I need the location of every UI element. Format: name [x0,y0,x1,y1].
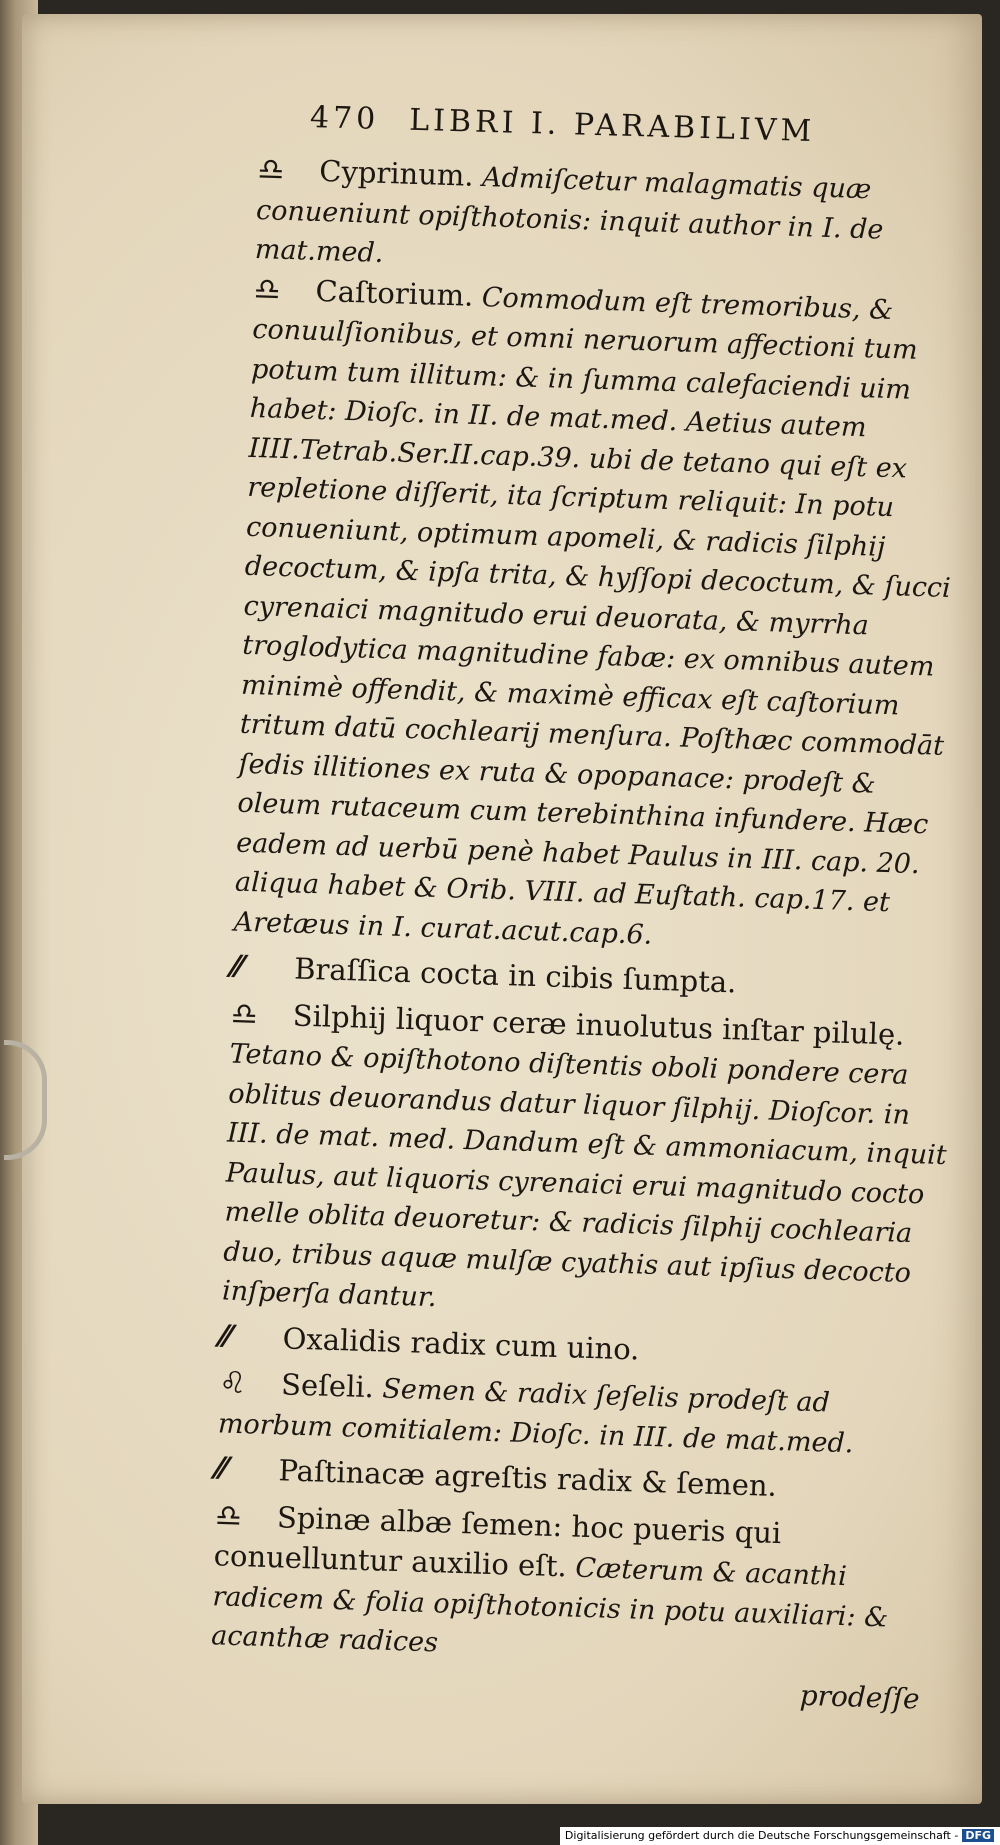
entry-cyprinum [254,150,977,292]
double-slash-symbol-icon: ⁄⁄ [231,949,243,985]
entry-text: Admiſcetur malagmatis quæ conueniunt opiſthotonis: inquit author in I. de mat.med. [254,162,884,269]
libra-symbol-icon: ♎ [214,1497,243,1534]
catchword: prodeſſe [799,1678,921,1716]
entry-text: Tetano & opiſthotono diſtentis oboli pondere cera oblitus deuorandus datur liquor ſilphij. Dioſcor. in III. de mat. med. Dandum eſt & ammoniacum, inquit Paulus, aut liquoris cyrenaici erui magnitudo cocto melle oblita deuoretur: & radicis ſilphij cochlearia duo, tribus aquæ mulſæ cyathis aut ipſius decocto inſperſa dantur. [221,1038,948,1314]
entry-name: Paſtinacæ agreſtis radix & ſemen. [278,1453,778,1503]
entry-name: Silphij liquor ceræ inuolutus inſtar pilulę. [292,998,905,1052]
entry-name: Braſſica cocta in cibis ſumpta. [293,951,737,1000]
entry-name: Spinæ albæ ſemen: hoc pueris qui conuelluntur auxilio eſt. [213,1499,782,1584]
dfg-logo: DFG [962,1829,994,1842]
entry-text: Cæterum & acanthi radicem & folia opiſthotonicis in potu auxiliari: & acanthæ radices [210,1552,889,1659]
page-text [210,150,978,1715]
entry-name: Caſtorium. [315,273,474,313]
entry-spina-alba [211,1496,936,1679]
digitization-footer [560,1827,1000,1845]
entry-text: Semen & radix ſeſelis prodeſt ad morbum comitialem: Dioſc. in III. de mat.med. [217,1373,854,1459]
double-slash-symbol-icon: ⁄⁄ [220,1318,232,1355]
entry-text: Commodum eſt tremoribus, & conuulſionibus, et omni neruorum affectioni tum potum tum illitum: & in ſumma calefaciendi uim habet: Dioſc. in II. de mat.med. Aetius autem IIII.Tetrab.Ser.II.cap.39. ubi de tetano qui eſt ex repletione diſſerit, ita ſcriptum reliquit: In potu conueniunt, optimum apomeli, & radicis ſilphij decoctum, & ipſa trita, & hyſſopi decoctum, & ſucci cyrenaici magnitudo erui deuorata, & myrrha troglodytica magnitudine fabæ: ex omnibus autem minimè offendit, & maximè efficax eſt caſtorium tritum datū cochlearij menſura. Poſthæc commodāt ſedis illitiones ex ruta & opopanace: prodeſt & oleum rutaceum cum terebinthina infundere. Hæc eadem ad uerbū penè habet Paulus in III. cap. 20. aliqua habet & Orib. VIII. ad Euſtath. cap.17. et Aretæus in I. curat.acut.cap.6. [233,281,952,951]
entry-name: Seſeli. [280,1367,375,1405]
leo-symbol-icon: ♌ [218,1365,247,1402]
entry-name: Cyprinum. [318,153,475,193]
running-title: LIBRI I. PARABILIVM [408,102,816,150]
entry-castorium [233,269,974,964]
footer-text: Digitalisierung gefördert durch die Deutsche Forschungsgemeinschaft - [564,1829,959,1842]
libra-symbol-icon: ♎ [253,271,282,308]
page-number: 470 [309,100,380,137]
libra-symbol-icon: ♎ [230,996,259,1032]
double-slash-symbol-icon: ⁄⁄ [216,1451,228,1487]
entry-name: Oxalidis radix cum uino. [282,1320,640,1367]
entry-silphium [222,994,952,1333]
entry-seseli [217,1363,939,1466]
libra-symbol-icon: ♎ [256,151,285,188]
